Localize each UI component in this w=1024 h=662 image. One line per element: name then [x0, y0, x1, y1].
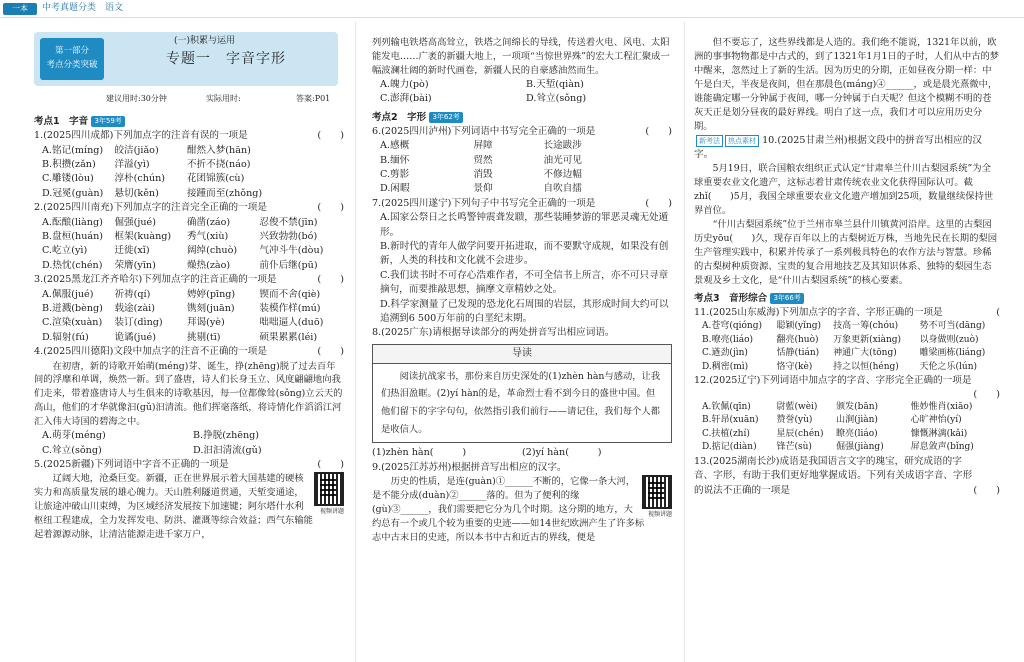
reading-guide-box — [372, 344, 672, 444]
exam-count-badge: 3年62考 — [429, 112, 462, 123]
question-6-options: A.感概 屏障 长途跋涉 B.缅怀 贸然 油光可见 C.剪影 消毁 不修边幅 D.闲暇 景仰 自吹自擂 — [380, 140, 582, 195]
qr-code[interactable] — [642, 475, 672, 509]
question-5: 5.(2025新疆)下列词语中字音不正确的一项是 ( ) — [34, 458, 344, 470]
answer-ref: 答案:P01 — [296, 94, 331, 103]
question-4: 4.(2025四川德阳)文段中加点字的注音不正确的一项是 ( ) — [34, 346, 344, 358]
question-11-options: A.苍穹(qióng) 聪颖(yǐng) 技高一筹(chóu) 势不可当(dāng) B.嘹亮(liáo) 翻亮(huò) 万象更新(xiàng) 以身做则(zuò) C.遒劲(jìn) 恬静(tián) 神通广大(tōng) 雕梁画栋(liáng) D.稠密(mì) 恪守(kè) 持之以恒(héng) 天伦之乐(lún) — [702, 321, 986, 372]
qr-code[interactable] — [314, 472, 344, 506]
qr-label: 视频讲题 — [647, 511, 672, 519]
column-middle — [372, 22, 672, 662]
question-3: 3.(2025黑龙江齐齐哈尔)下列加点字的注音正确的一项是 ( ) — [34, 274, 344, 286]
question-12: 12.(2025辽宁)下列词语中加点字的字音、字形完全正确的一项是 ( ) — [694, 375, 1000, 401]
qr-label: 视频讲题 — [319, 508, 344, 516]
question-1: 1.(2025四川成都)下列加点字的注音有误的一项是 ( ) — [34, 130, 344, 142]
question-7-option-b: B.新时代的青年人做学问要开拓进取，而不要默守成规，如果没有创新，人类的科技和文化就不会进步。 — [380, 240, 669, 267]
actual-time: 实际用时: — [206, 94, 241, 103]
column-right — [694, 22, 1000, 662]
hot-material-tag: 热点素材 — [725, 135, 759, 147]
column-left — [34, 22, 344, 662]
question-7: 7.(2025四川遂宁)下列句子中书写完全正确的一项是 ( ) — [372, 197, 672, 209]
question-9-passage: 历史的性质，是连(guàn)①______不断的，它像一条大河，是不能分成(duàn)②______落的。但为了便利的缘(gù)③______，我们需要把它分为几个时期。这分期的地方，大约总有一个或几个较为重要的史迹——如14世纪欧洲产生了许多标志中古末日的史迹，所以本书中古和近古的界线，便是 — [372, 476, 645, 543]
question-10: 新考法 热点素材 10.(2025甘肃兰州)根据文段中的拼音写出相应的汉字。 — [694, 134, 982, 160]
part-tag: 第一部分 考点分类突破 — [40, 38, 104, 80]
new-method-tag: 新考法 — [696, 135, 723, 147]
question-7-option-c: C.我们读书时不可存心浩难作者，不可全信书上所言，亦不可只寻章摘句，而要推敲思想，摘摩文章精妙之处。 — [380, 269, 669, 296]
chapter-subtitle: (一)积累与运用 — [174, 36, 236, 46]
question-1-options: A.铭记(míng) 皎洁(jiǎo) 酣然入梦(hān) B.积攒(zǎn) 洋溢(yì) 不折不挠(náo) C.雕镂(lòu) 淳朴(chún) 花团锦簇(cù) D.冠冕(guàn) 悬切(kěn) 接踵而至(zhǒng) — [42, 144, 263, 199]
question-7-option-d: D.科学家测量了已发现的恐龙化石周围的岩层，其形成时间大约可以追溯到6 500万年前的白垩纪末期。 — [380, 298, 669, 324]
chapter-banner — [34, 32, 338, 86]
chapter-title: 专题一 字音字形 — [166, 51, 286, 67]
question-8: 8.(2025广东)请根据导读部分的两处拼音写出相应词语。 — [372, 327, 615, 339]
question-4-passage: 在初唐，新的诗歌开始萌(méng)芽、诞生，挣(zhēng)脱了过去百年间的浮靡和单调，焕然一新。到了盛唐，诗人们长身玉立、风度翩翩地向我们走来，带着盛唐诗人与生俱来的诗歌基因，每一位都像耸(sǒng)立云天的高山，他们的才华就像汩(gǔ)汩清流。他们挥毫落纸，将诗情化作滔滔江河汇入伟大诗国的碧海之中。 — [34, 360, 343, 428]
question-7-option-a: A.国家公祭日之长鸣警钟震聋发聩，那些装睡梦游的罪恶灵魂无处遁形。 — [380, 212, 669, 238]
question-6: 6.(2025四川泸州)下列词语中书写完全正确的一项是 ( ) — [372, 125, 672, 137]
column-divider — [684, 22, 685, 662]
question-9: 9.(2025江苏苏州)根据拼音写出相应的汉字。 — [372, 461, 567, 473]
question-10-passage-1: 5月19日，联合国粮农组织正式认定“甘肃皋兰什川古梨园系统”为全球重要农业文化遗产，这标志着甘肃传统农业文化获得国际认可。截zhǐ( )5月，我国全球重要农业文化遗产增加到25项，数量继续保持世界首位。 — [694, 163, 994, 217]
top-bar — [0, 0, 1024, 18]
meta-row — [34, 89, 344, 111]
question-2-options: A.酝酿(liàng) 倔强(jué) 确凿(záo) 忍俊不禁(jīn) B.盘桓(huán) 框架(kuàng) 秀气(xiù) 兴致勃勃(bó) C.屹立(yì) 迁徙(xǐ) 阔绰(chuò) 气冲斗牛(dòu) D.热忱(chén) 荣膺(yīn) 燥热(zào) 前仆后继(pū) — [42, 216, 324, 271]
question-13: 13.(2025湖南长沙)成语是我国语言文字的瑰宝，研究成语的字音、字形，有助于我们更好地掌握成语。下列有关成语字音、字形的说法不正确的一项是 ( ) — [694, 455, 1000, 496]
question-4-options: A.萌芽(méng) B.挣脱(zhēng) C.耸立(sǒng) D.汩汩清流(gǔ) — [42, 430, 262, 456]
question-3-options: A.佩服(jué) 祈祷(qí) 娉婷(pīng) 锲而不舍(qiè) B.迸溅(bèng) 载途(zài) 镌刻(juān) 装模作样(mú) C.渲染(xuàn) 装订(dìng) 拜谒(yè) 咄咄逼人(duō) D.辐射(fú) 诡谲(jué) 挑剔(tī) 硕果累累(léi) — [42, 288, 324, 343]
question-11: 11.(2025山东威海)下列加点字的字音、字形正确的一项是 ( — [694, 307, 1000, 319]
breadcrumb: 中考真题分类 语文 — [42, 3, 124, 13]
question-5-options: A.魄力(pò) B.天堑(qiàn) C.澎湃(bài) D.耸立(sǒng) — [380, 78, 587, 105]
exam-count-badge: 3年59考 — [91, 116, 124, 127]
suggested-time: 建议用时:30分钟 — [106, 94, 167, 103]
section-heading: 考点3 音形综合 3年66考 — [694, 292, 1000, 306]
column-divider — [355, 22, 356, 662]
publisher-logo: 一本 — [3, 3, 37, 15]
exam-count-badge: 3年66考 — [770, 293, 803, 304]
question-12-options: A.钦佩(qīn) 尉藍(wèi) 颁发(bān) 惟妙惟肖(xiāo) B.轩昂(xuān) 赞誉(yù) 山涧(jiàn) 心旷神怡(yí) C.扶植(zhí) 星辰(chén) 瞭亮(liáo) 慷慨淋漓(kǎi) D.掂记(diàn) 锋芒(sù) 倔强(jiàng) 屏息敛声(bǐng) — [702, 401, 974, 453]
question-10-passage-2: “什川古梨园系统”位于兰州市皋兰县什川镇黄河沿岸。这里的古梨园历史yōu( )久，现存百年以上的古梨树近万株，当地先民在长期的梨园生产管理实践中，积累并传承了一系列极具特色的农作方法与智慧。珍稀的古梨树种质资源、宝贵的复合用地技艺及其知识体系、独特的梨园生态景观及乡土文化，是“什川古梨园系统”的核心要素。 — [694, 219, 997, 286]
question-2: 2.(2025四川南充)下列加点字的注音完全正确的一项是 ( ) — [34, 202, 344, 214]
question-9-passage-continued: 但不要忘了，这些界线都是人造的。我们绝不能说，1321年以前，欧洲的事事物物都是中古式的，到了1321年1月1日的子时，人们从中古的梦中醒来，忽然过上了新的生活。因为历史的分期，正如昼夜分期一样：中午是白天，半夜是夜间，但在那晨色(máng)④______，或是晨光熹微中，谁能确定哪一分钟属于夜间，哪一分钟属于白天呢？但这个模糊不明的苍灰天正是划分昼夜的最好界线。明白了这一点，我们才可以应用历史分期。 — [694, 37, 1000, 132]
reading-guide-text: 阅读抗战家书，那份来自历史深处的(1)zhèn hàn与感动，让我们热泪盈眶。(2)yí hàn的是，革命烈士看不到今日的盛世中国。但他们留下的字字句句，依然指引我们前行——请记住，我们每个人都是收信人。 — [381, 370, 661, 435]
question-5-passage-continued: 列列输电铁塔高高耸立，铁塔之间绵长的导线，传送着火电、风电、太阳能发电……广袤的新疆大地上，一项项“当惊世界殊”的宏大工程汇聚成一幅波澜壮阔的新时代画卷，新疆人民的自豪感油然而生。 — [372, 37, 670, 76]
section-heading: 考点1 字音 3年59考 — [34, 115, 344, 129]
question-5-passage: 辽阔大地，沧桑巨变。新疆，正在世界展示着大国基建的硬核实力和高质量发展的雄心魄力。天山胜利隧道贯通，天堑变通途，让旅途冲破山川束缚，为区域经济发展按下加速键；阿尔塔什水利枢纽工程建成，全力发挥发电、防洪、灌溉等综合效益；西气东输能起着源源动脉，让清洁能源走进千家万户， — [34, 473, 313, 541]
reading-guide-title: 导读 — [373, 345, 671, 364]
section-heading: 考点2 字形 3年62考 — [372, 111, 672, 125]
question-8-answers: (1)zhèn hàn( ) (2)yí hàn( ) — [372, 447, 602, 459]
